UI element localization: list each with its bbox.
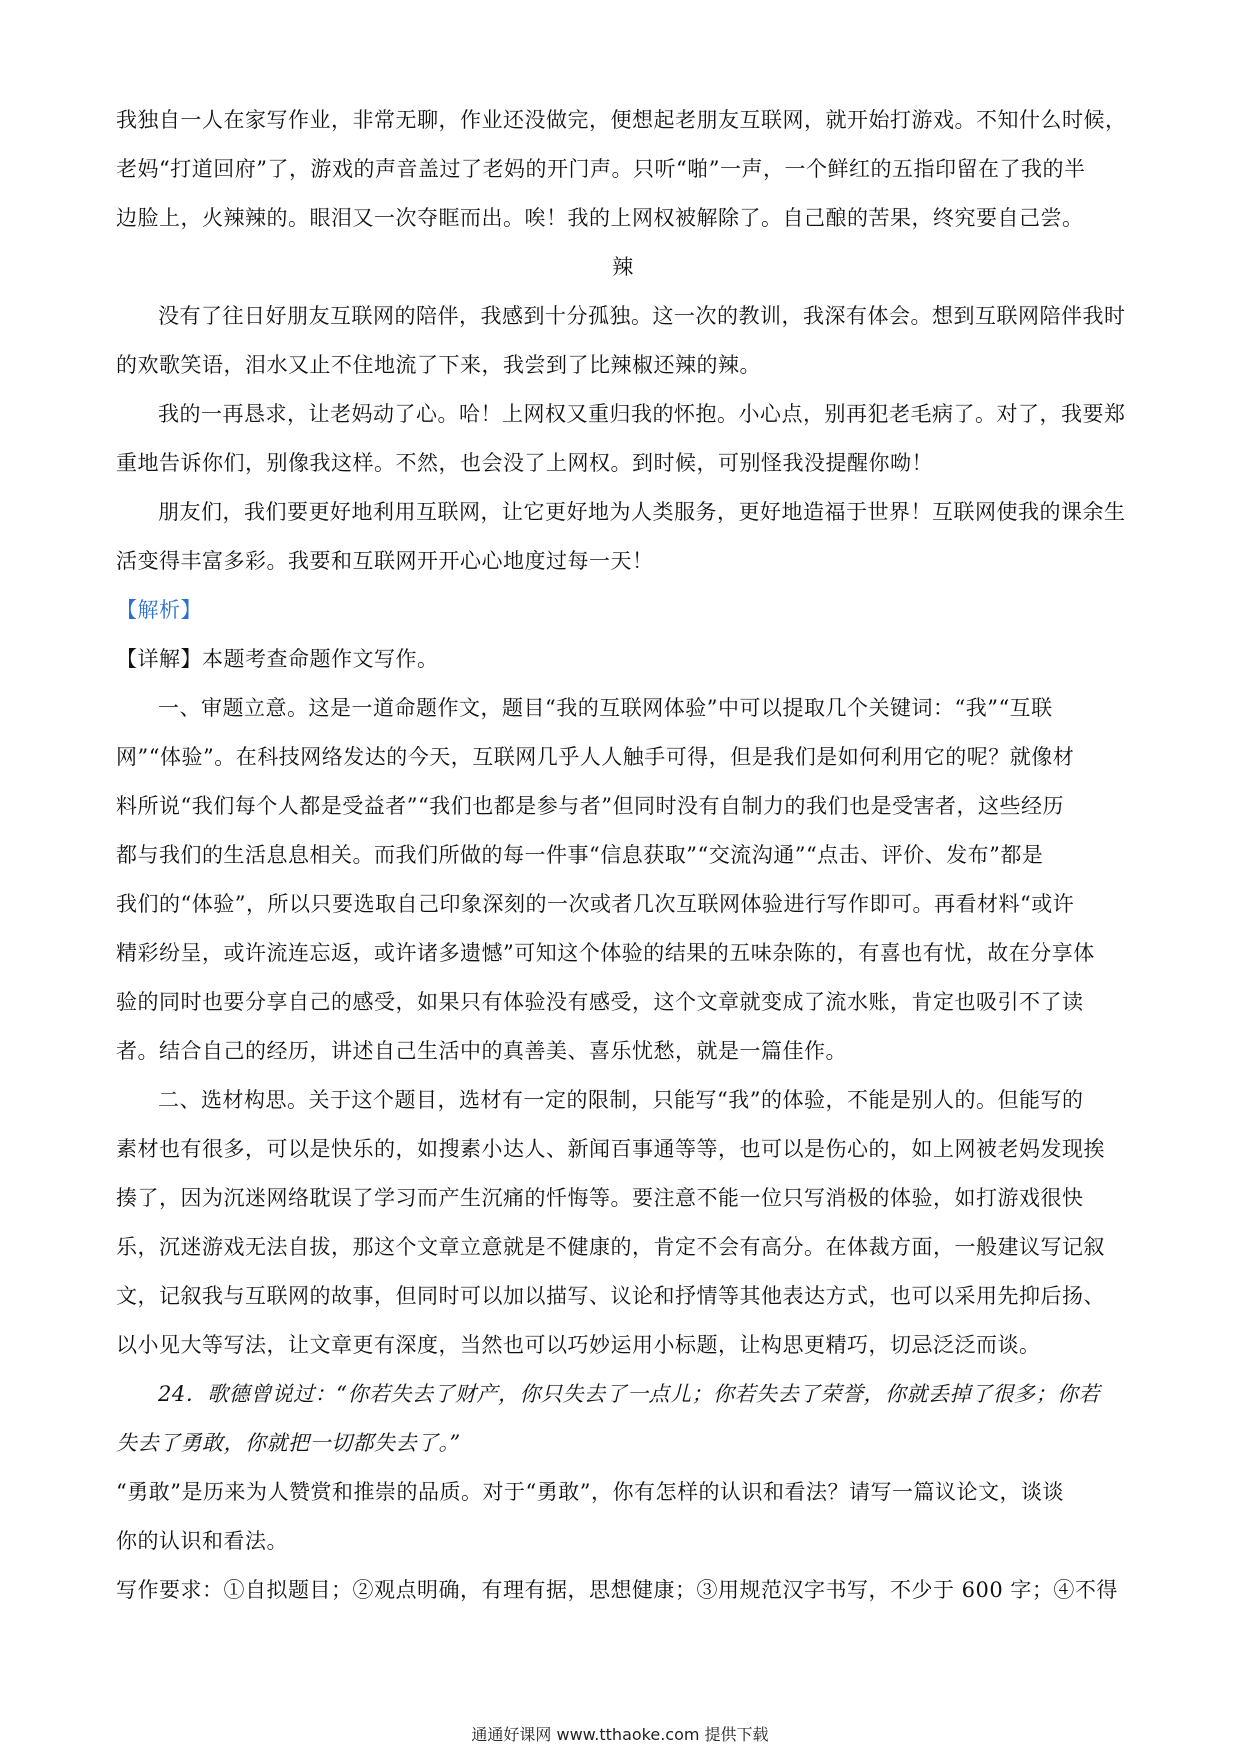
analysis-part-1 bbox=[116, 684, 1130, 1076]
question-24-quote bbox=[116, 1370, 1130, 1468]
analysis-s2-line: 文，记叙我与互联网的故事，但同时可以加以描写、议论和抒情等其他表达方式，也可以采用先抑后扬、 bbox=[116, 1284, 1105, 1308]
essay-paragraph-1 bbox=[116, 96, 1130, 243]
question-24-quote-line: 24．歌德曾说过：“你若失去了财产，你只失去了一点儿；你若失去了荣誉，你就丢掉了很多；你若 bbox=[158, 1382, 1100, 1406]
analysis-label: 【解析】 bbox=[116, 598, 202, 622]
essay-paragraph-4 bbox=[116, 488, 1130, 586]
question-24-quote-line: 失去了勇敢，你就把一切都失去了。” bbox=[116, 1431, 461, 1455]
analysis-section bbox=[116, 586, 1130, 684]
analysis-part-2 bbox=[116, 1076, 1130, 1370]
essay-p4-line: 活变得丰富多彩。我要和互联网开开心心地度过每一天！ bbox=[116, 549, 654, 573]
analysis-s1-line: 料所说“我们每个人都是受益者”“我们也都是参与者”但同时没有自制力的我们也是受害者，这些经历 bbox=[116, 794, 1064, 818]
analysis-s1-line: 者。结合自己的经历，讲述自己生活中的真善美、喜乐忧愁，就是一篇佳作。 bbox=[116, 1039, 847, 1063]
question-24-prompt-line: “勇敢”是历来为人赞赏和推崇的品质。对于“勇敢”，你有怎样的认识和看法？请写一篇议论文，谈谈 bbox=[116, 1480, 1064, 1504]
analysis-s2-line: 以小见大等写法，让文章更有深度，当然也可以巧妙运用小标题，让构思更精巧，切忌泛泛而谈。 bbox=[116, 1333, 1041, 1357]
essay-p2-line: 的欢歌笑语，泪水又止不住地流了下来，我尝到了比辣椒还辣的辣。 bbox=[116, 353, 761, 377]
page-footer bbox=[0, 1722, 1240, 1745]
question-24-prompt bbox=[116, 1468, 1130, 1615]
essay-p3-line: 重地告诉你们，别像我这样。不然，也会没了上网权。到时候，可别怪我没提醒你呦！ bbox=[116, 451, 933, 475]
essay-subheading-text: 辣 bbox=[612, 255, 634, 279]
essay-subheading bbox=[116, 243, 1130, 292]
analysis-s1-line: 验的同时也要分享自己的感受，如果只有体验没有感受，这个文章就变成了流水账，肯定也吸引不了读 bbox=[116, 990, 1084, 1014]
essay-p4-line: 朋友们，我们要更好地利用互联网，让它更好地为人类服务，更好地造福于世界！互联网使我的课余生 bbox=[158, 500, 1126, 524]
essay-p1-line: 我独自一人在家写作业，非常无聊，作业还没做完，便想起老朋友互联网，就开始打游戏。不知什么时候， bbox=[116, 108, 1127, 132]
analysis-detail-heading: 【详解】本题考查命题作文写作。 bbox=[116, 647, 439, 671]
essay-paragraph-2 bbox=[116, 292, 1130, 390]
essay-p1-line: 老妈“打道回府”了，游戏的声音盖过了老妈的开门声。只听“啪”一声，一个鲜红的五指印留在了我的半 bbox=[116, 157, 1086, 181]
analysis-s2-line: 揍了，因为沉迷网络耽误了学习而产生沉痛的忏悔等。要注意不能一位只写消极的体验，如打游戏很快 bbox=[116, 1186, 1084, 1210]
analysis-s1-line: 一、审题立意。这是一道命题作文，题目“我的互联网体验”中可以提取几个关键词：“我”“互联 bbox=[158, 696, 1053, 720]
analysis-s1-line: 都与我们的生活息息相关。而我们所做的每一件事“信息获取”“交流沟通”“点击、评价、发布”都是 bbox=[116, 843, 1044, 867]
essay-p1-line: 边脸上，火辣辣的。眼泪又一次夺眶而出。唉！我的上网权被解除了。自己酿的苦果，终究要自己尝。 bbox=[116, 206, 1084, 230]
analysis-s1-line: 我们的“体验”，所以只要选取自己印象深刻的一次或者几次互联网体验进行写作即可。再看材料“或许 bbox=[116, 892, 1075, 916]
analysis-s1-line: 精彩纷呈，或许流连忘返，或许诸多遗憾”可知这个体验的结果的五味杂陈的，有喜也有忧，故在分享体 bbox=[116, 941, 1095, 965]
footer-text: 通通好课网 www.tthaoke.com 提供下载 bbox=[471, 1725, 769, 1744]
essay-paragraph-3 bbox=[116, 390, 1130, 488]
question-24-prompt-line: 你的认识和看法。 bbox=[116, 1529, 288, 1553]
analysis-s2-line: 素材也有很多，可以是快乐的，如搜素小达人、新闻百事通等等，也可以是伤心的，如上网被老妈发现挨 bbox=[116, 1137, 1105, 1161]
analysis-s2-line: 二、选材构思。关于这个题目，选材有一定的限制，只能写“我”的体验，不能是别人的。但能写的 bbox=[158, 1088, 1084, 1112]
analysis-s2-line: 乐，沉迷游戏无法自拔，那这个文章立意就是不健康的，肯定不会有高分。在体裁方面，一般建议写记叙 bbox=[116, 1235, 1105, 1259]
writing-requirements: 写作要求：①自拟题目；②观点明确，有理有据，思想健康；③用规范汉字书写，不少于 600 字；④不得 bbox=[116, 1578, 1118, 1602]
essay-p2-line: 没有了往日好朋友互联网的陪伴，我感到十分孤独。这一次的教训，我深有体会。想到互联网陪伴我时 bbox=[158, 304, 1126, 328]
essay-p3-line: 我的一再恳求，让老妈动了心。哈！上网权又重归我的怀抱。小心点，别再犯老毛病了。对了，我要郑 bbox=[158, 402, 1126, 426]
analysis-s1-line: 网”“体验”。在科技网络发达的今天，互联网几乎人人触手可得，但是我们是如何利用它的呢？就像材 bbox=[116, 745, 1075, 769]
